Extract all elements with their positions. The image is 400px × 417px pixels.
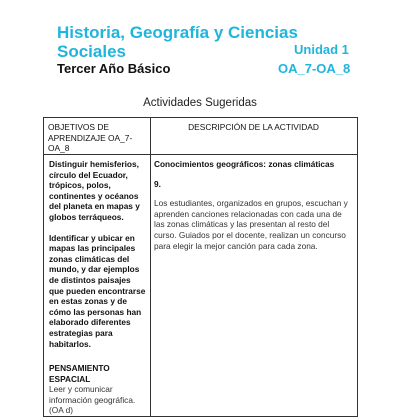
activity-title: Conocimientos geográficos: zonas climáticas [154,159,335,169]
skill-text: Leer y comunicar información geográfica. (OA d) [49,384,136,416]
objective-2: Identificar y ubicar en mapas las principales zonas climáticas del mundo, y dar ejemplos de distintos paisajes que pueden encontrarse en estas zonas y de cómo las personas han elaborado diferentes estrategias para habitarlos. [49,232,146,349]
unit-label: Unidad 1 [294,42,349,57]
activity-cell [154,159,354,251]
objectives-cell [49,159,147,416]
skill-title: PENSAMIENTO ESPACIAL [49,363,110,384]
objective-code: OA_7-OA_8 [278,61,351,76]
activity-number: 9. [154,178,161,189]
subject-title: Historia, Geografía y Ciencias Sociales [57,23,298,61]
section-heading: Actividades Sugeridas [143,97,257,109]
objective-1: Distinguir hemisferios, círculo del Ecuador, trópicos, polos, continentes y océanos del planeta en mapas y globos terráqueos. [49,159,140,222]
grade-label: Tercer Año Básico [57,61,171,76]
objectives-column-header: OBJETIVOS DE APRENDIZAJE OA_7-OA_8 [48,122,133,153]
activities-table [43,117,358,417]
activity-column-header: DESCRIPCIÓN DE LA ACTIVIDAD [188,122,319,132]
column-divider [150,118,151,416]
header-divider [44,154,357,155]
activity-description: Los estudiantes, organizados en grupos, escuchan y aprenden canciones relacionadas con cada una de las zonas climáticas y las presentan al resto del curso. Guiados por el docente, realizan un concurso para elegir la mejor canción para cada zona. [154,198,348,251]
